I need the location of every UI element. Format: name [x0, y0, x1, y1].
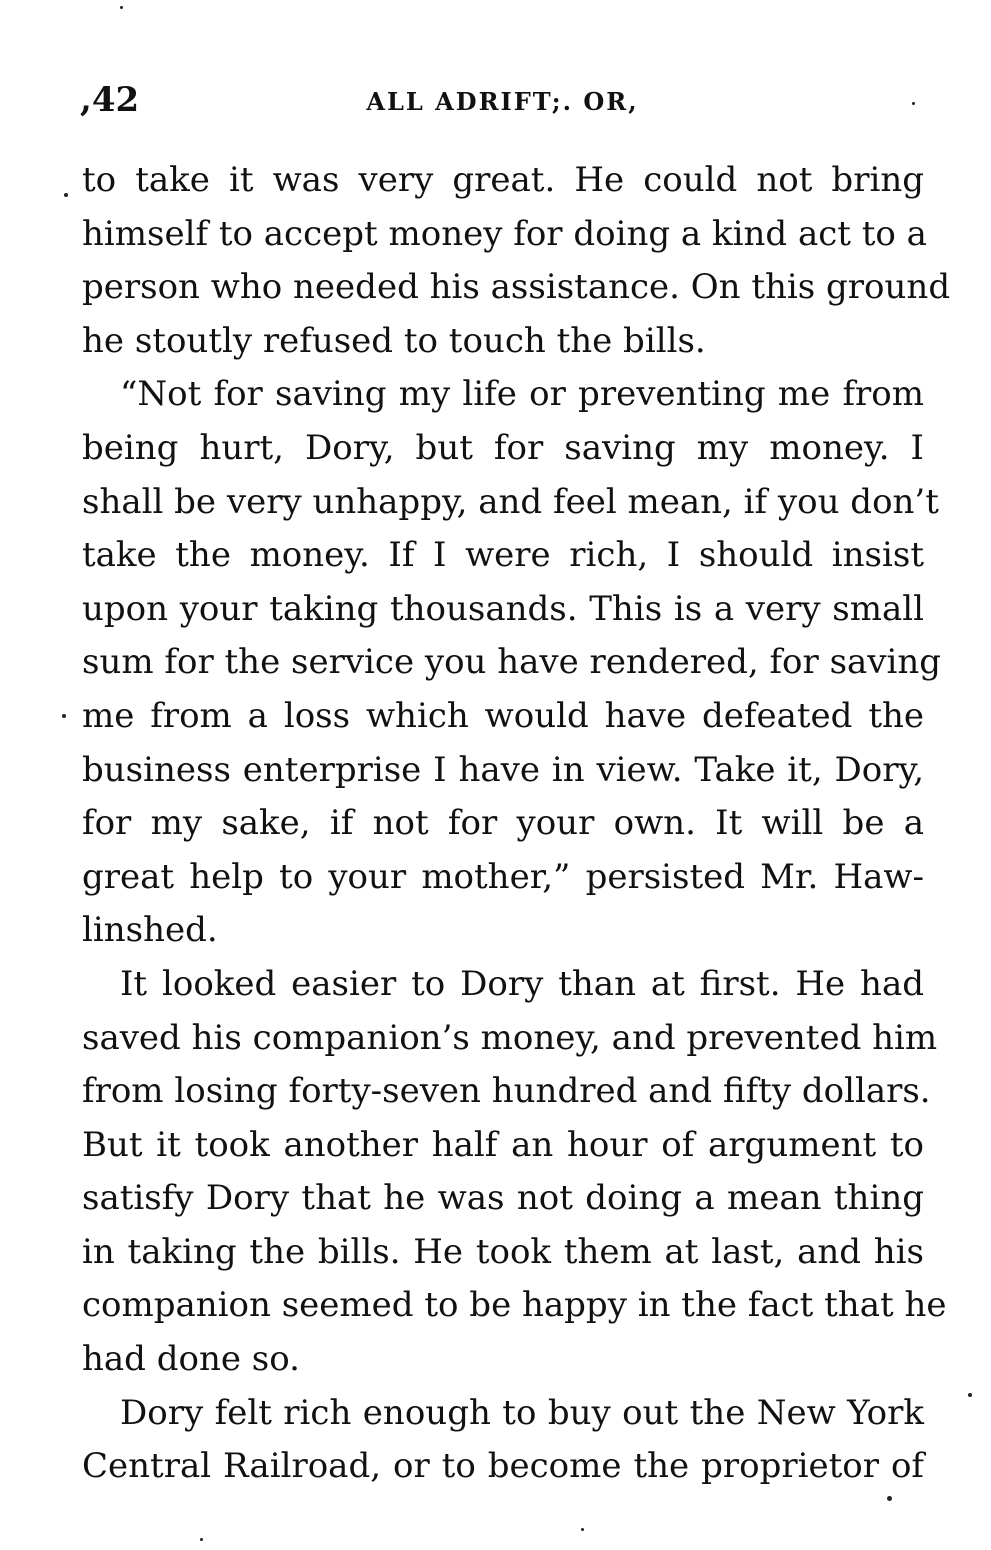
text-line: saved his companion’s money, and prevented him [82, 1017, 938, 1058]
text-line: had done so. [82, 1339, 300, 1380]
scan-speck [887, 1496, 892, 1501]
scan-speck [581, 1528, 584, 1531]
paragraph [82, 1387, 924, 1494]
text-line: upon your taking thousands. This is a very small [82, 588, 924, 629]
text-line: person who needed his assistance. On this ground [82, 267, 951, 308]
scan-speck [62, 714, 66, 718]
text-line: linshed. [82, 910, 218, 951]
text-line: It looked easier to Dory than at first. He had [120, 963, 924, 1004]
scan-speck [200, 1538, 203, 1541]
text-line: sum for the service you have rendered, for saving [82, 642, 942, 683]
paragraph [82, 368, 942, 958]
text-line: he stoutly refused to touch the bills. [82, 320, 706, 361]
text-line: me from a loss which would have defeated the [82, 695, 924, 736]
text-line: being hurt, Dory, but for saving my money. I [82, 427, 924, 468]
text-line: to take it was very great. He could not bring [82, 160, 924, 200]
text-line: for my sake, if not for your own. It will be a [82, 803, 924, 844]
page-header [80, 78, 925, 122]
scan-speck [968, 1393, 972, 1397]
scan-speck [64, 193, 68, 197]
text-line: shall be very unhappy, and feel mean, if you don’t [82, 481, 939, 522]
page-number: ,42 [80, 80, 140, 120]
body-text [82, 154, 951, 1494]
scan-speck [120, 6, 123, 9]
text-line: take the money. If I were rich, I should insist [82, 535, 924, 576]
text-line: business enterprise I have in view. Take it, Dory, [82, 749, 924, 790]
text-line: Dory felt rich enough to buy out the New York [120, 1392, 924, 1433]
running-head: ALL ADRIFT;. OR, [366, 87, 639, 116]
text-line: Central Railroad, or to become the proprietor of [82, 1446, 924, 1487]
text-line: great help to your mother,” persisted Mr. Haw- [82, 856, 924, 897]
text-line: from losing forty-seven hundred and fifty dollars. [82, 1071, 931, 1112]
paragraph [82, 154, 951, 368]
text-line: But it took another half an hour of argument to [82, 1124, 924, 1165]
text-line: satisfy Dory that he was not doing a mean thing [82, 1178, 924, 1219]
text-line: “Not for saving my life or preventing me from [120, 374, 924, 415]
text-line: in taking the bills. He took them at last, and his [82, 1231, 924, 1272]
scan-speck [912, 102, 915, 105]
text-line: himself to accept money for doing a kind act to a [82, 213, 927, 254]
paragraph [82, 958, 947, 1387]
text-line: companion seemed to be happy in the fact that he [82, 1285, 947, 1326]
